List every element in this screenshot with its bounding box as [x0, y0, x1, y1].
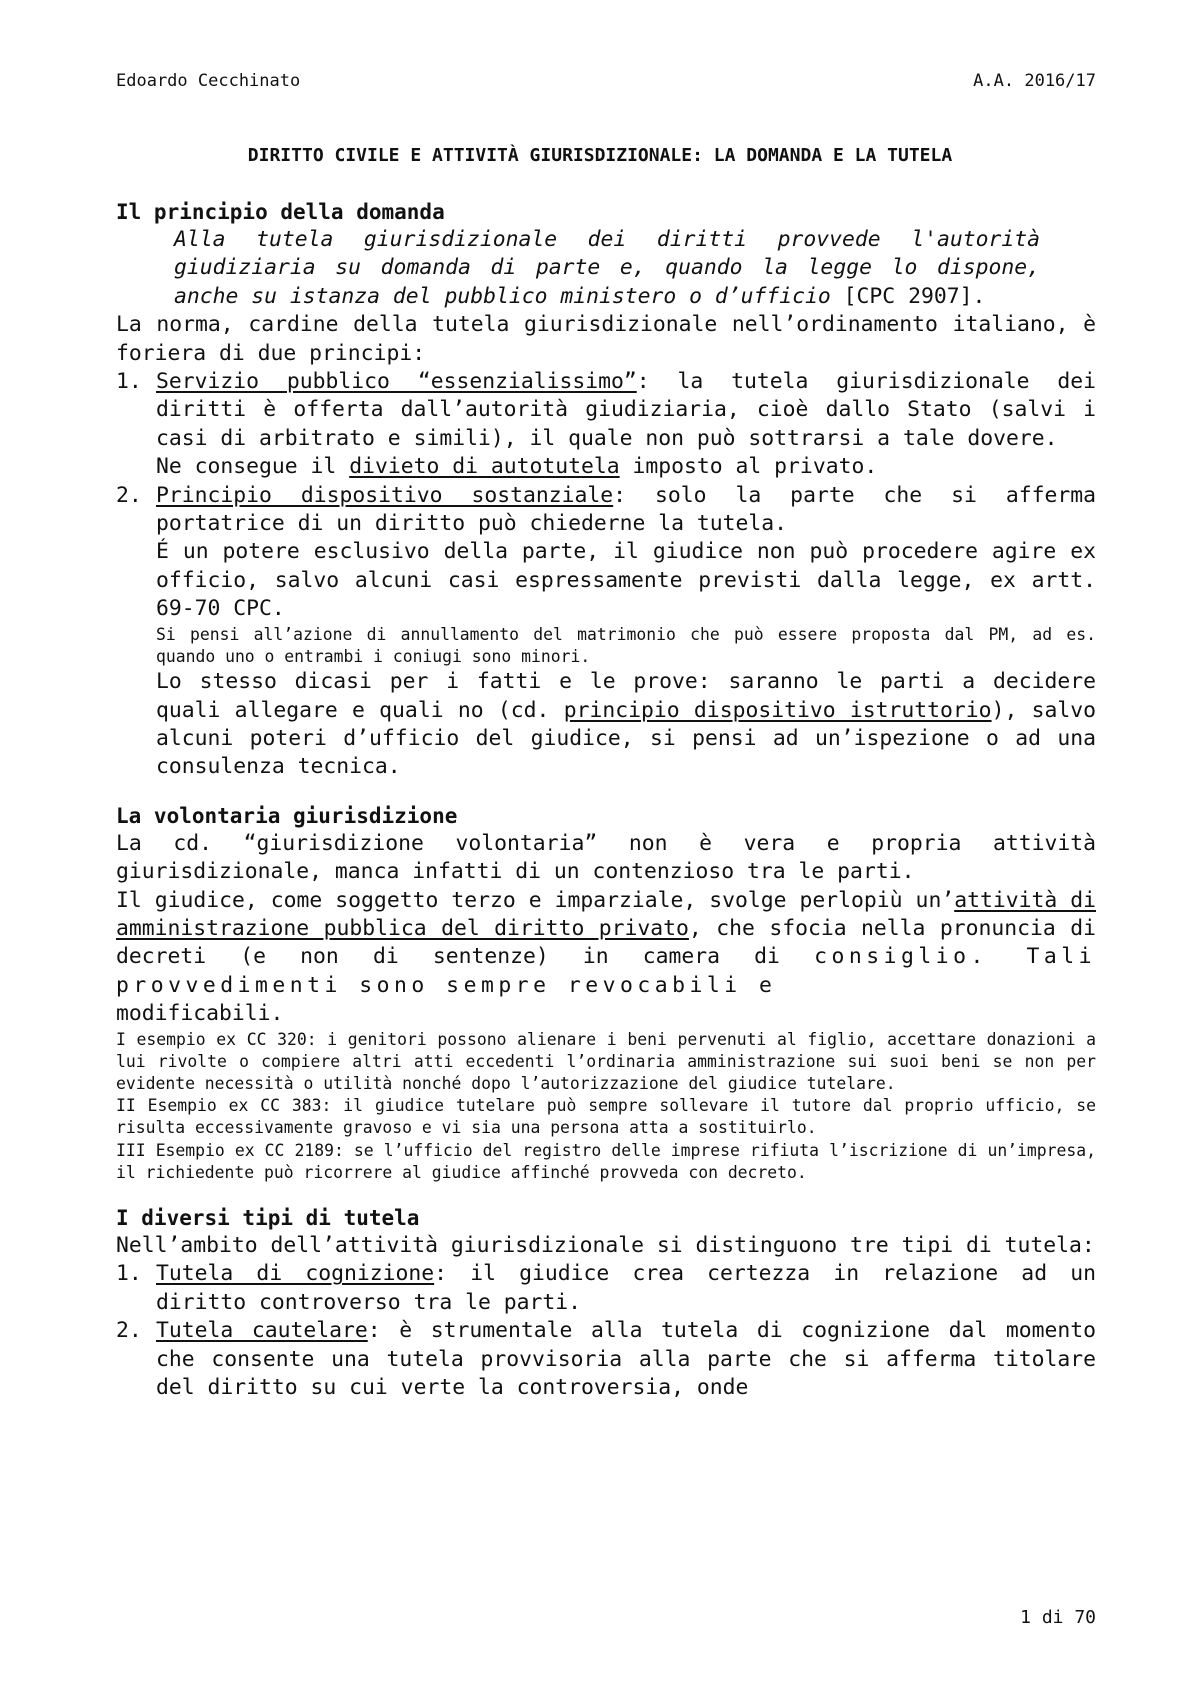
quote-text: Alla tutela giurisdizionale dei diritti provvede l'autorità giudiziaria su domanda di parte e, quando la legge lo dispone, anche su istanza del pubblico ministero o d’ufficio [174, 227, 1040, 309]
text-fragment: ), salvo alcuni poteri d’ufficio del giudice, si pensi ad un’ispezione o ad una consulenza tecnica. [156, 697, 1097, 780]
section2-paragraph [116, 887, 1096, 1001]
term-principio-dispositivo-sostanziale: Principio dispositivo sostanziale [156, 482, 614, 508]
list-item-text [156, 482, 1096, 539]
list-item-text [156, 1317, 1096, 1402]
list-number: 1. [116, 1261, 142, 1287]
list-item-text [156, 368, 1096, 453]
term-principio-dispositivo-istruttorio: principio dispositivo istruttorio [563, 697, 992, 723]
section-heading-tipi-tutela: I diversi tipi di tutela [116, 1205, 420, 1230]
example-cc-2189: III Esempio ex CC 2189: se l’ufficio del registro delle imprese rifiuta l’iscrizione di un’impresa, il richiedente può ricorrere al giudice affinché provveda con decreto. [116, 1140, 1096, 1182]
section3-intro: Nell’ambito dell’attività giurisdizionale si distinguono tre tipi di tutela: [116, 1232, 1095, 1258]
quote-cpc-2907 [174, 226, 1040, 311]
example-cc-383: II Esempio ex CC 383: il giudice tutelare può sempre sollevare il tutore dal proprio ufficio, se risulta eccessivamente gravoso e vi sia una persona atta a sostituirlo. [116, 1096, 1096, 1138]
list-item-description: : la tutela giurisdizionale dei diritti è offerta dall’autorità giudiziaria, cioè dallo Stato (salvi i casi di arbitrato e simili), il quale non può sottrarsi a tale dovere. [156, 369, 1096, 451]
term-amministrazione-pubblica: attività di amministrazione pubblica del diritto privato [116, 887, 1096, 941]
term-tutela-cognizione: Tutela di cognizione [156, 1261, 435, 1287]
note-small-text: Si pensi all’azione di annullamento del matrimonio che può essere proposta dal PM, ad es. quando uno o entrambi i coniugi sono minori. [156, 624, 1096, 666]
text-fragment: Lo stesso dicasi per i fatti e le prove: saranno le parti a decidere quali allegare e quali no (cd. [156, 669, 1096, 723]
list-item-text [156, 1260, 1096, 1317]
list-item-tutela-cautelare [116, 1317, 1096, 1402]
list-number: 2. [116, 482, 142, 508]
list-item-servizio-pubblico [116, 368, 1096, 482]
quote-reference: [CPC 2907]. [830, 283, 986, 309]
section2-paragraph: La cd. “giurisdizione volontaria” non è vera e propria attività giurisdizionale, manca infatti di un contenzioso tra le parti. [116, 830, 1096, 885]
section-heading-volontaria-giurisdizione: La volontaria giurisdizione [116, 803, 458, 828]
list-item-description: : è strumentale alla tutela di cognizione dal momento che consente una tutela provvisoria alla parte che si afferma titolare del diritto su cui verte la controversia, onde [156, 1318, 1096, 1401]
list-item-description: : il giudice crea certezza in relazione ad un diritto controverso tra le parti. [156, 1261, 1096, 1315]
list-item-paragraph [156, 668, 1096, 782]
list-item-description: : solo la parte che si afferma portatrice di un diritto può chiederne la tutela. [156, 482, 1096, 537]
text-fragment-spaced: consiglio. Tali provvedimenti sono sempre revocabili e [116, 944, 1096, 998]
section2-paragraph-end: modificabili. [116, 1001, 284, 1027]
section-heading-principio-domanda: Il principio della domanda [116, 200, 445, 224]
document-body [116, 198, 1096, 1402]
term-divieto-autotutela: divieto di autotutela [349, 454, 620, 480]
document-title: DIRITTO CIVILE E ATTIVITÀ GIURISDIZIONALE: LA DOMANDA E LA TUTELA [247, 145, 953, 166]
list-number: 1. [116, 369, 142, 395]
list-number: 2. [116, 1318, 142, 1344]
principles-list [116, 368, 1096, 782]
list-item-tutela-cognizione [116, 1260, 1096, 1317]
list-item-subtext [156, 453, 1096, 481]
term-tutela-cautelare: Tutela cautelare [156, 1318, 368, 1344]
text-fragment: , che sfocia nella pronuncia di decreti (e non di sentenze) in camera di [116, 915, 1096, 970]
list-item-principio-dispositivo [116, 482, 1096, 782]
text-fragment: Ne consegue il [156, 454, 350, 480]
tutela-list [116, 1260, 1096, 1402]
list-item-paragraph: É un potere esclusivo della parte, il giudice non può procedere agire ex officio, salvo alcuni casi espressamente previsti dalla legge, ex artt. 69-70 CPC. [156, 539, 1096, 622]
header-author: Edoardo Cecchinato [116, 71, 301, 91]
page-number: 1 di 70 [1020, 1607, 1096, 1628]
text-fragment: Il giudice, come soggetto terzo e imparziale, svolge perlopiù un’ [116, 887, 955, 913]
example-cc-320: I esempio ex CC 320: i genitori possono alienare i beni pervenuti al figlio, accettare donazioni a lui rivolte o compiere altri atti eccedenti l’ordinaria amministrazione sui suoi beni se non per evidente necessità o utilità nonché dopo l’autorizzazione del giudice tutelare. [116, 1029, 1096, 1093]
text-fragment: imposto al privato. [619, 454, 878, 480]
header-year: A.A. 2016/17 [973, 71, 1096, 91]
section1-intro: La norma, cardine della tutela giurisdizionale nell’ordinamento italiano, è foriera di due principi: [116, 312, 1096, 366]
term-servizio-pubblico: Servizio pubblico “essenzialissimo” [156, 369, 637, 395]
